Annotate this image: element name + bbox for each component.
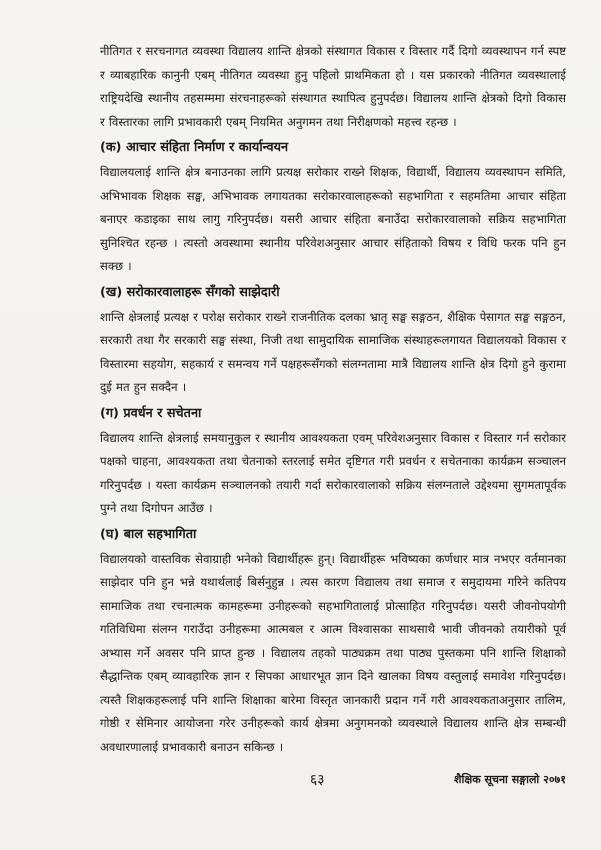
paragraph-intro: नीतिगत र सरचनागत व्यवस्था विद्यालय शान्ति क्षेत्रको संस्थागत विकास र विस्तार गर्दै दिगो व्यवस्थापन गर्न स्पष्ट र व्याबहारिक कानुनी एबम् नीतिगत व्यवस्था हुनु पहिलो प्राथमिकता हो । यस प्रकारको नीतिगत व्यवस्थालाई राष्ट्रियदेखि स्थानीय तहसम्ममा संरचनाहरूको संस्थागत स्थापित्व हुनुपर्दछ। विद्यालय शान्ति क्षेत्रको दिगो विकास र विस्तारका लागि प्रभावकारी एबम् नियमित अनुगमन तथा निरीक्षणको महत्त्व रहन्छ । bbox=[100, 44, 566, 129]
paragraph-promotion-awareness: विद्यालय शान्ति क्षेत्रलाई समयानुकुल र स्थानीय आवश्यकता एवम् परिवेशअनुसार विकास र विस्तार गर्न सरोकार पक्षको चाहना, आवश्यकता तथा चेतनाको स्तरलाई समेत दृष्टिगत गरी प्रवर्धन र सचेतनाका कार्यक्रम सञ्चालन गरिनुपर्दछ । यस्ता कार्यक्रम सञ्चालनको तयारी गर्दा सरोकारवालाको सक्रिय संलग्नताले उद्देश्यमा सुगमतापूर्वक पुग्ने तथा दिगोपन आउँछ । bbox=[100, 430, 566, 515]
heading-promotion-awareness: (ग) प्रवर्धन र सचेतना bbox=[100, 405, 202, 421]
body-text bbox=[100, 40, 566, 759]
heading-stakeholder-partnership: (ख) सरोकारवालाहरू सँगको साझेदारी bbox=[100, 284, 280, 300]
publication-title: शैक्षिक सूचना सङ्गालो २०७१ bbox=[454, 773, 566, 786]
heading-child-participation: (घ) बाल सहभागिता bbox=[100, 526, 197, 542]
page-number: ६३ bbox=[310, 772, 325, 788]
page-footer bbox=[100, 770, 566, 794]
paragraph-code-of-conduct: विद्यालयलाई शान्ति क्षेत्र बनाउनका लागि प्रत्यक्ष सरोकार राख्ने शिक्षक, विद्यार्थी, विद्यालय व्यवस्थापन समिति, अभिभावक शिक्षक सङ्घ, अभिभावक लगायतका सरोकारवालाहरूको सहभागिता र सहमतिमा आचार संहिता बनाएर कडाइका साथ लागु गरिनुपर्दछ। यसरी आचार संहिता बनाउँदा सरोकारवालाको सक्रिय सहभागिता सुनिश्चित रहन्छ । त्यस्तो अवस्थामा स्थानीय परिवेशअनुसार आचार संहिताको विषय र विधि फरक पनि हुन सक्छ । bbox=[100, 165, 566, 273]
heading-code-of-conduct: (क) आचार संहिता निर्माण र कार्यान्वयन bbox=[100, 140, 289, 155]
paragraph-stakeholder-partnership: शान्ति क्षेत्रलाई प्रत्यक्ष र परोक्ष सरोकार राख्ने राजनीतिक दलका भ्रातृ सङ्घ सङ्गठन, शैक्षिक पेसागत सङ्घ सङ्गठन, सरकारी तथा गैर सरकारी सङ्घ संस्था, निजी तथा सामुदायिक सामाजिक संस्थाहरूलगायत विद्यालयको विकास र विस्तारमा सहयोग, सहकार्य र समन्वय गर्ने पक्षहरूसँगको संलग्नतामा मात्रै विद्यालय शान्ति क्षेत्र दिगो हुने कुरामा दुई मत हुन सक्दैन । bbox=[100, 309, 566, 394]
paragraph-child-participation: विद्यालयको वास्तविक सेवाग्राही भनेको विद्यार्थीहरू हुन्। विद्यार्थीहरू भविष्यका कर्णधार मात्र नभएर वर्तमानका साझेदार पनि हुन भन्ने यथार्थलाई बिर्सनुहुन्न । त्यस कारण विद्यालय तथा समाज र समुदायमा गरिने कतिपय सामाजिक तथा रचनात्मक कामहरूमा उनीहरूको सहभागितालाई प्रोत्साहित गरिनुपर्दछ। यसरी जीवनोपयोगी गतिविधिमा संलग्न गराउँदा उनीहरूमा आत्मबल र आत्म विश्वासका साथसाथै भावी जीवनको तयारीको पूर्व अभ्यास गर्ने अवसर पनि प्राप्त हुन्छ । विद्यालय तहको पाठ्यक्रम तथा पाठ्य पुस्तकमा पनि शान्ति शिक्षाको सैद्धान्तिक एबम् व्यावहारिक ज्ञान र सिपका आधारभूत ज्ञान दिने खालका विषय वस्तुलाई समावेश गरिनुपर्दछ। त्यस्तै शिक्षकहरूलाई पनि शान्ति शिक्षाका बारेमा विस्तृत जानकारी प्रदान गर्ने गरी आवश्यकताअनुसार तालिम, गोष्ठी र सेमिनार आयोजना गरेर उनीहरूको कार्य क्षेत्रमा अनुगमनको व्यवस्थाले विद्यालय शान्ति क्षेत्र सम्बन्धी अवधारणालाई प्रभावकारी बनाउन सकिन्छ । bbox=[100, 551, 566, 754]
